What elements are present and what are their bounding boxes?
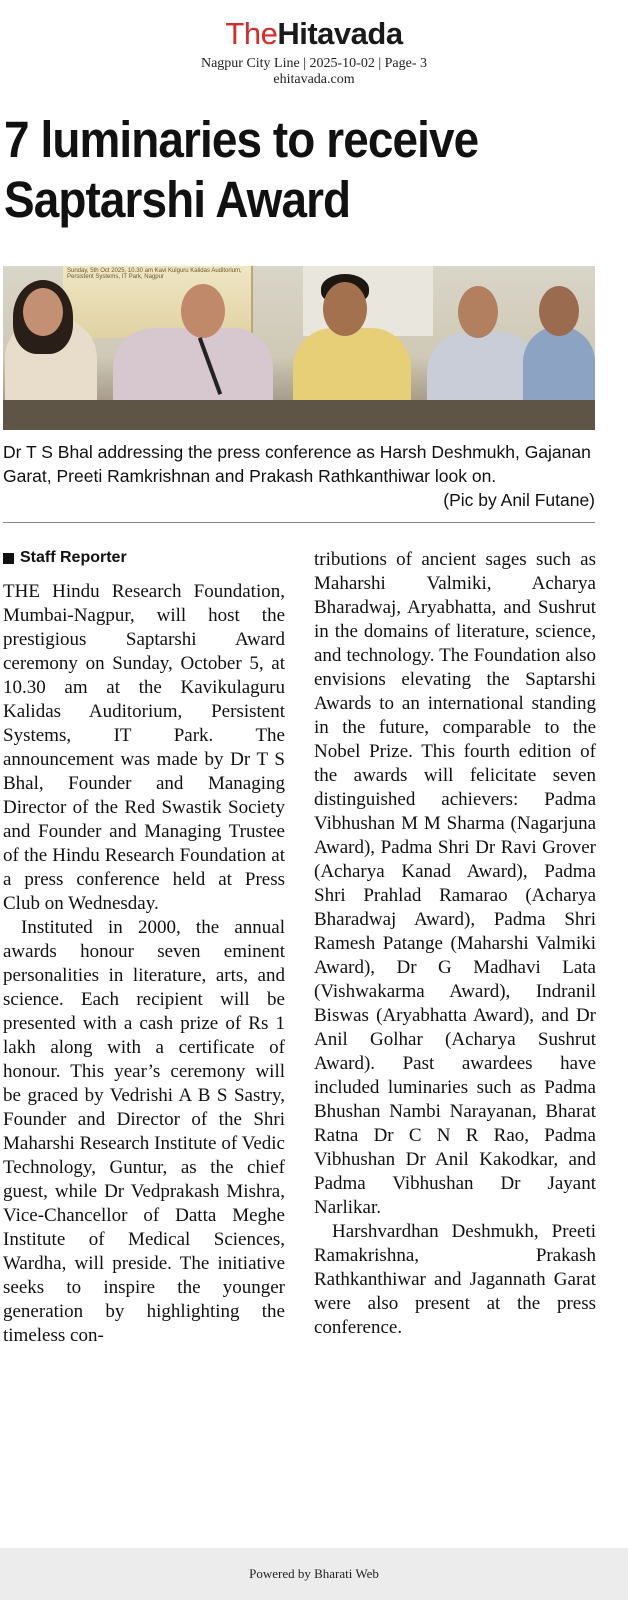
person-2 (113, 328, 273, 410)
footer (0, 1548, 628, 1600)
person-5-face (539, 286, 579, 336)
byline-square-icon (3, 553, 14, 564)
logo-the: The (225, 16, 278, 51)
headline (4, 110, 624, 230)
headline-line-1: 7 luminaries to receive (4, 111, 479, 168)
photo-caption (3, 440, 595, 512)
article-column-2 (314, 548, 596, 1340)
person-3-face (323, 282, 367, 336)
article-column-1 (3, 548, 285, 1348)
powered-by-link[interactable]: Powered by Bharati Web (249, 1566, 379, 1581)
person-3 (293, 328, 411, 410)
caption-divider (3, 522, 595, 523)
headline-line-2: Saptarshi Award (4, 171, 351, 228)
newspaper-logo[interactable] (0, 16, 628, 52)
site-link[interactable]: ehitavada.com (273, 72, 355, 87)
person-4-face (458, 286, 498, 338)
masthead (0, 16, 628, 88)
photo-credit: (Pic by Anil Futane) (443, 490, 595, 510)
byline-text: Staff Reporter (20, 549, 127, 566)
event-banner: Sunday, 5th Oct 2025, 10.30 am Kavi Kulguru Kalidas Auditorium, Persistent Systems, IT Park, Nagpur (63, 266, 253, 338)
press-conference-photo (3, 266, 595, 430)
article-paragraph: Instituted in 2000, the annual awards honour seven eminent personalities in literature, arts, and science. Each recipient will be presented with a cash prize of Rs 1 lakh along with a certificate of honour. This year’s ceremony will be graced by Vedrishi A B S Sastry, Founder and Director of the Shri Maharshi Research Institute of Vedic Technology, Guntur, as the chief guest, while Dr Vedprakash Mishra, Vice-Chancellor of Datta Meghe Institute of Medical Sciences, Wardha, will preside. The initiative seeks to inspire the younger generation by highlighting the timeless con- (3, 917, 285, 1346)
conference-table (3, 400, 595, 430)
wall-panel (303, 266, 433, 336)
article-paragraph: THE Hindu Research Foundation, Mumbai-Nagpur, will host the prestigious Saptarshi Award ceremony on Sunday, October 5, at 10.30 am at the Kavikulaguru Kalidas Auditorium, Persistent Systems, IT Park. The announcement was made by Dr T S Bhal, Founder and Managing Director of the Red Swastik Society and Founder and Managing Trustee of the Hindu Research Foundation at a press conference held at Press Club on Wednesday. (3, 581, 285, 914)
person-2-face (181, 284, 225, 338)
person-5 (523, 326, 595, 410)
edition-line: Nagpur City Line | 2025-10-02 | Page- 3 (200, 56, 428, 71)
article-paragraph: tributions of ancient sages such as Maharshi Valmiki, Acharya Bharadwaj, Aryabhatta, and Sushrut in the domains of literature, science, and technology. The Foundation also envisions elevating the Saptarshi Awards to an international standing in the future, comparable to the Nobel Prize. This fourth edition of the awards will felicitate seven distinguished achievers: Padma Vibhushan M M Sharma (Nagarjuna Award), Padma Shri Dr Ravi Grover (Acharya Kanad Award), Padma Shri Prahlad Ramarao (Acharya Bharadwaj Award), Padma Shri Ramesh Patange (Maharshi Valmiki Award), Dr G Madhavi Lata (Vishwakarma Award), Indranil Biswas (Aryabhatta Award), and Dr Anil Golhar (Acharya Sushrut Award). Past awardees have included luminaries such as Padma Bhushan Nambi Narayanan, Bharat Ratna Dr C N R Rao, Padma Vibhushan Dr Anil Kakodkar, and Padma Vibhushan Dr Jayant Narlikar. (314, 549, 596, 1218)
caption-text: Dr T S Bhal addressing the press conference as Harsh Deshmukh, Gajanan Garat, Preeti Ramkrishnan and Prakash Rathkanthiwar look on. (3, 442, 591, 486)
byline (3, 548, 285, 568)
logo-name: Hitavada (277, 16, 403, 51)
article-paragraph: Harshvardhan Deshmukh, Preeti Ramakrishna, Prakash Rathkanthiwar and Jagannath Garat were also present at the press conference. (314, 1221, 596, 1338)
person-1-face (23, 288, 63, 336)
